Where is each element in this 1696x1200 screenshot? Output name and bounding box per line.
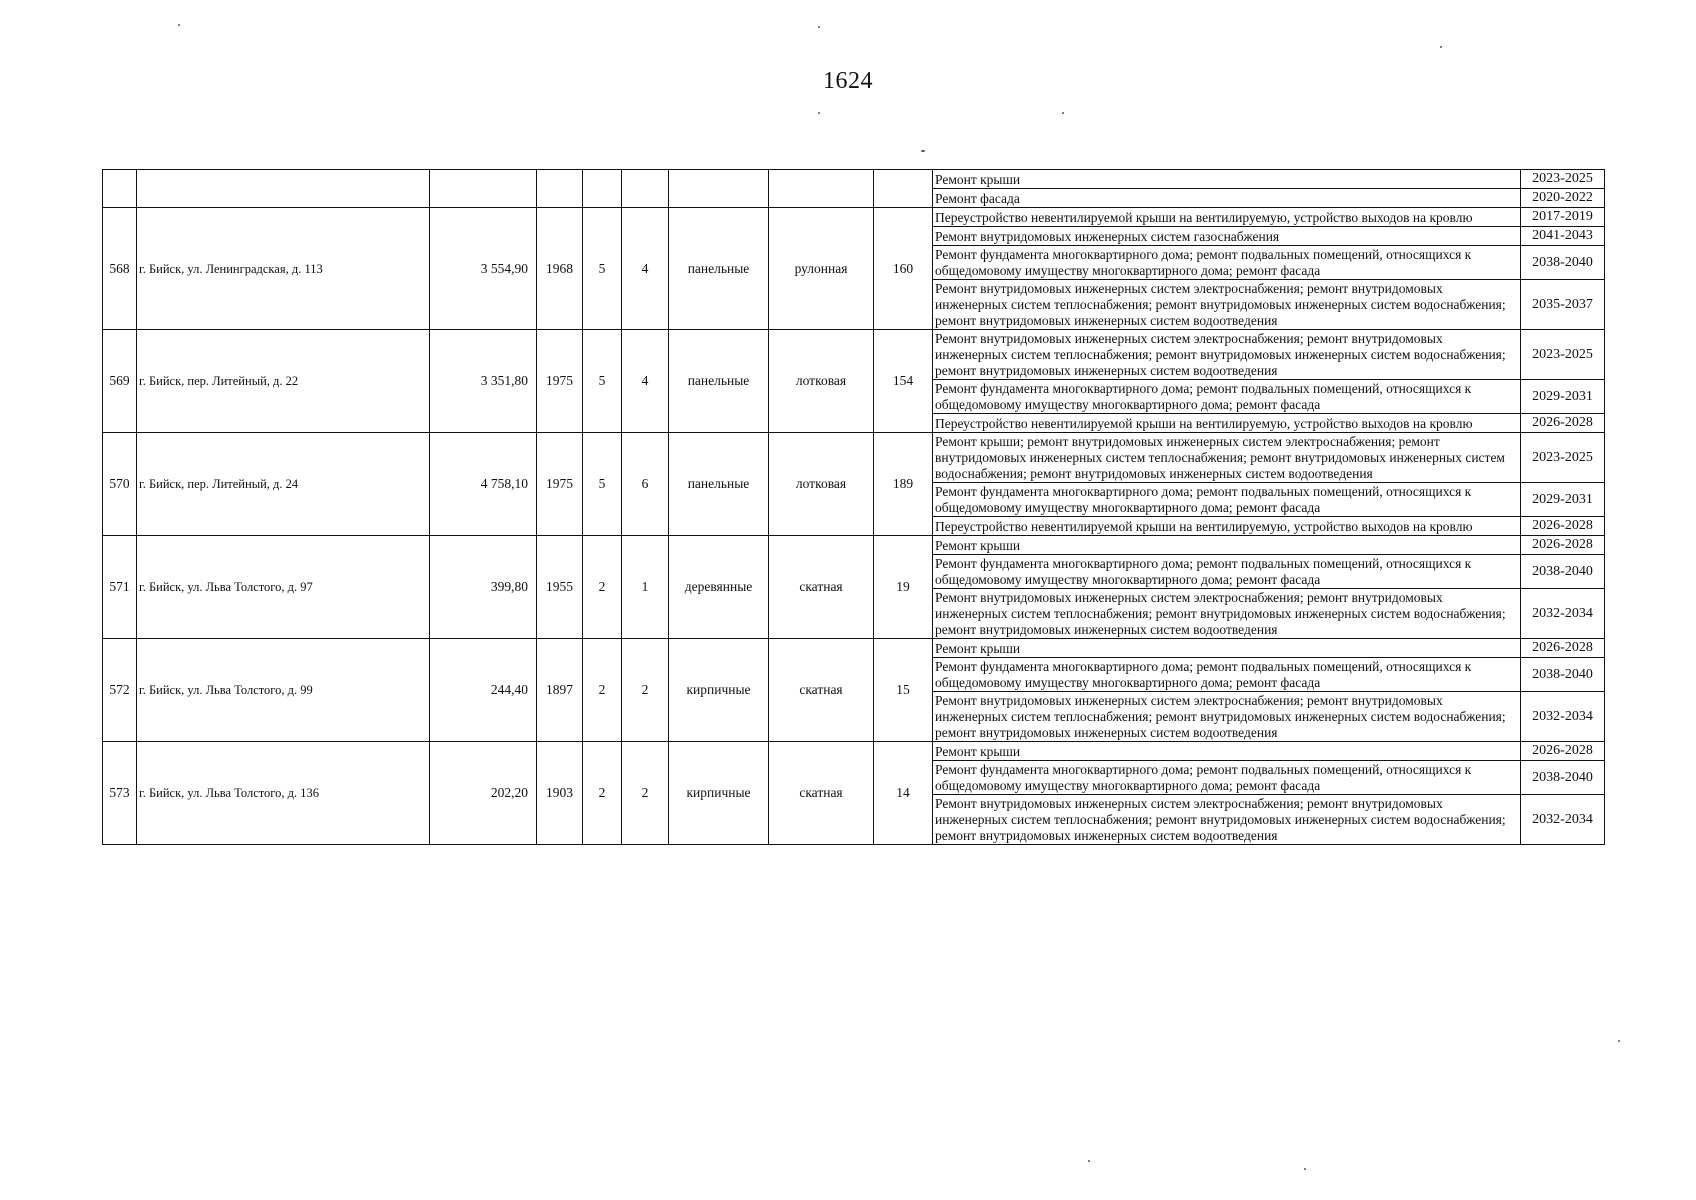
scan-speck <box>1062 112 1064 114</box>
row-number-cell: 572 <box>103 639 137 742</box>
address-cell: г. Бийск, пер. Литейный, д. 24 <box>137 433 430 536</box>
table-row <box>103 208 1605 227</box>
table-row <box>103 330 1605 380</box>
work-description-cell: Ремонт внутридомовых инженерных систем электроснабжения; ремонт внутридомовых инженерных систем теплоснабжения; ремонт внутридомовых инженерных систем водоснабжения; ремонт внутридомовых инженерных систем водоотведения <box>933 280 1521 330</box>
work-description-cell: Ремонт внутридомовых инженерных систем электроснабжения; ремонт внутридомовых инженерных систем теплоснабжения; ремонт внутридомовых инженерных систем водоснабжения; ремонт внутридомовых инженерных систем водоотведения <box>933 692 1521 742</box>
page-number: 1624 <box>823 68 873 94</box>
area-cell: 3 351,80 <box>430 330 537 433</box>
work-period-cell: 2020-2022 <box>1521 189 1605 208</box>
year-built-cell <box>537 170 583 208</box>
roof-type-cell <box>769 170 874 208</box>
work-description-cell: Ремонт внутридомовых инженерных систем газоснабжения <box>933 227 1521 246</box>
row-number-cell: 573 <box>103 742 137 845</box>
residents-cell: 15 <box>874 639 933 742</box>
work-description-cell: Ремонт внутридомовых инженерных систем электроснабжения; ремонт внутридомовых инженерных систем теплоснабжения; ремонт внутридомовых инженерных систем водоснабжения; ремонт внутридомовых инженерных систем водоотведения <box>933 795 1521 845</box>
work-description-cell: Ремонт крыши <box>933 742 1521 761</box>
wall-material-cell: деревянные <box>669 536 769 639</box>
table-row <box>103 639 1605 658</box>
wall-material-cell: панельные <box>669 208 769 330</box>
table-row <box>103 170 1605 189</box>
wall-material-cell: панельные <box>669 330 769 433</box>
address-cell <box>137 170 430 208</box>
row-number-cell <box>103 170 137 208</box>
work-period-cell: 2017-2019 <box>1521 208 1605 227</box>
work-period-cell: 2029-2031 <box>1521 483 1605 517</box>
floors-cell: 5 <box>583 330 622 433</box>
entrances-cell <box>622 170 669 208</box>
floors-cell: 2 <box>583 639 622 742</box>
roof-type-cell: лотковая <box>769 330 874 433</box>
address-cell: г. Бийск, ул. Ленинградская, д. 113 <box>137 208 430 330</box>
wall-material-cell: панельные <box>669 433 769 536</box>
address-cell: г. Бийск, ул. Льва Толстого, д. 97 <box>137 536 430 639</box>
roof-type-cell: лотковая <box>769 433 874 536</box>
work-description-cell: Ремонт крыши <box>933 170 1521 189</box>
work-period-cell: 2035-2037 <box>1521 280 1605 330</box>
area-cell: 202,20 <box>430 742 537 845</box>
work-description-cell: Ремонт фундамента многоквартирного дома; ремонт подвальных помещений, относящихся к общедомовому имуществу многоквартирного дома; ремонт фасада <box>933 380 1521 414</box>
work-period-cell: 2032-2034 <box>1521 795 1605 845</box>
work-period-cell: 2026-2028 <box>1521 517 1605 536</box>
residents-cell: 154 <box>874 330 933 433</box>
address-cell: г. Бийск, ул. Льва Толстого, д. 99 <box>137 639 430 742</box>
work-period-cell: 2032-2034 <box>1521 589 1605 639</box>
entrances-cell: 1 <box>622 536 669 639</box>
wall-material-cell <box>669 170 769 208</box>
row-number-cell: 570 <box>103 433 137 536</box>
work-description-cell: Переустройство невентилируемой крыши на вентилируемую, устройство выходов на кровлю <box>933 208 1521 227</box>
scan-speck <box>178 24 180 26</box>
floors-cell: 5 <box>583 433 622 536</box>
scan-speck <box>1304 1168 1306 1170</box>
area-cell <box>430 170 537 208</box>
work-period-cell: 2026-2028 <box>1521 639 1605 658</box>
year-built-cell: 1903 <box>537 742 583 845</box>
wall-material-cell: кирпичные <box>669 742 769 845</box>
work-period-cell: 2026-2028 <box>1521 414 1605 433</box>
scan-speck <box>1440 46 1442 48</box>
work-description-cell: Ремонт внутридомовых инженерных систем электроснабжения; ремонт внутридомовых инженерных систем теплоснабжения; ремонт внутридомовых инженерных систем водоснабжения; ремонт внутридомовых инженерных систем водоотведения <box>933 330 1521 380</box>
floors-cell: 2 <box>583 742 622 845</box>
work-period-cell: 2041-2043 <box>1521 227 1605 246</box>
work-description-cell: Ремонт фасада <box>933 189 1521 208</box>
work-period-cell: 2026-2028 <box>1521 742 1605 761</box>
work-description-cell: Переустройство невентилируемой крыши на вентилируемую, устройство выходов на кровлю <box>933 517 1521 536</box>
year-built-cell: 1955 <box>537 536 583 639</box>
scan-speck <box>818 26 820 28</box>
area-cell: 3 554,90 <box>430 208 537 330</box>
roof-type-cell: рулонная <box>769 208 874 330</box>
scan-speck <box>818 112 820 114</box>
roof-type-cell: скатная <box>769 536 874 639</box>
residents-cell: 14 <box>874 742 933 845</box>
residents-cell <box>874 170 933 208</box>
address-cell: г. Бийск, пер. Литейный, д. 22 <box>137 330 430 433</box>
floors-cell: 2 <box>583 536 622 639</box>
work-period-cell: 2023-2025 <box>1521 330 1605 380</box>
work-period-cell: 2038-2040 <box>1521 761 1605 795</box>
floors-cell: 5 <box>583 208 622 330</box>
row-number-cell: 571 <box>103 536 137 639</box>
scan-speck <box>1618 1040 1620 1042</box>
year-built-cell: 1897 <box>537 639 583 742</box>
work-period-cell: 2023-2025 <box>1521 433 1605 483</box>
area-cell: 399,80 <box>430 536 537 639</box>
year-built-cell: 1975 <box>537 433 583 536</box>
roof-type-cell: скатная <box>769 742 874 845</box>
table-row <box>103 742 1605 761</box>
work-description-cell: Ремонт фундамента многоквартирного дома; ремонт подвальных помещений, относящихся к общедомовому имуществу многоквартирного дома; ремонт фасада <box>933 761 1521 795</box>
scan-speck <box>921 150 925 152</box>
scan-speck <box>1088 1160 1090 1162</box>
work-description-cell: Ремонт внутридомовых инженерных систем электроснабжения; ремонт внутридомовых инженерных систем теплоснабжения; ремонт внутридомовых инженерных систем водоснабжения; ремонт внутридомовых инженерных систем водоотведения <box>933 589 1521 639</box>
entrances-cell: 2 <box>622 639 669 742</box>
work-period-cell: 2038-2040 <box>1521 555 1605 589</box>
repair-schedule-table <box>102 169 1605 845</box>
table-row <box>103 536 1605 555</box>
roof-type-cell: скатная <box>769 639 874 742</box>
area-cell: 244,40 <box>430 639 537 742</box>
entrances-cell: 4 <box>622 208 669 330</box>
work-description-cell: Ремонт фундамента многоквартирного дома; ремонт подвальных помещений, относящихся к общедомовому имуществу многоквартирного дома; ремонт фасада <box>933 555 1521 589</box>
floors-cell <box>583 170 622 208</box>
work-description-cell: Ремонт фундамента многоквартирного дома; ремонт подвальных помещений, относящихся к общедомовому имуществу многоквартирного дома; ремонт фасада <box>933 658 1521 692</box>
work-period-cell: 2032-2034 <box>1521 692 1605 742</box>
entrances-cell: 6 <box>622 433 669 536</box>
residents-cell: 19 <box>874 536 933 639</box>
work-description-cell: Ремонт крыши <box>933 639 1521 658</box>
address-cell: г. Бийск, ул. Льва Толстого, д. 136 <box>137 742 430 845</box>
work-description-cell: Ремонт крыши; ремонт внутридомовых инженерных систем электроснабжения; ремонт внутридомовых инженерных систем теплоснабжения; ремонт внутридомовых инженерных систем водоснабжения; ремонт внутридомовых инженерных систем водоотведения <box>933 433 1521 483</box>
residents-cell: 160 <box>874 208 933 330</box>
table-body <box>103 170 1605 845</box>
work-description-cell: Ремонт фундамента многоквартирного дома; ремонт подвальных помещений, относящихся к общедомовому имуществу многоквартирного дома; ремонт фасада <box>933 483 1521 517</box>
work-period-cell: 2026-2028 <box>1521 536 1605 555</box>
year-built-cell: 1975 <box>537 330 583 433</box>
work-period-cell: 2038-2040 <box>1521 658 1605 692</box>
table-row <box>103 433 1605 483</box>
work-period-cell: 2038-2040 <box>1521 246 1605 280</box>
work-description-cell: Ремонт фундамента многоквартирного дома; ремонт подвальных помещений, относящихся к общедомовому имуществу многоквартирного дома; ремонт фасада <box>933 246 1521 280</box>
year-built-cell: 1968 <box>537 208 583 330</box>
area-cell: 4 758,10 <box>430 433 537 536</box>
work-description-cell: Ремонт крыши <box>933 536 1521 555</box>
entrances-cell: 2 <box>622 742 669 845</box>
row-number-cell: 568 <box>103 208 137 330</box>
work-period-cell: 2029-2031 <box>1521 380 1605 414</box>
row-number-cell: 569 <box>103 330 137 433</box>
residents-cell: 189 <box>874 433 933 536</box>
entrances-cell: 4 <box>622 330 669 433</box>
work-description-cell: Переустройство невентилируемой крыши на вентилируемую, устройство выходов на кровлю <box>933 414 1521 433</box>
wall-material-cell: кирпичные <box>669 639 769 742</box>
work-period-cell: 2023-2025 <box>1521 170 1605 189</box>
